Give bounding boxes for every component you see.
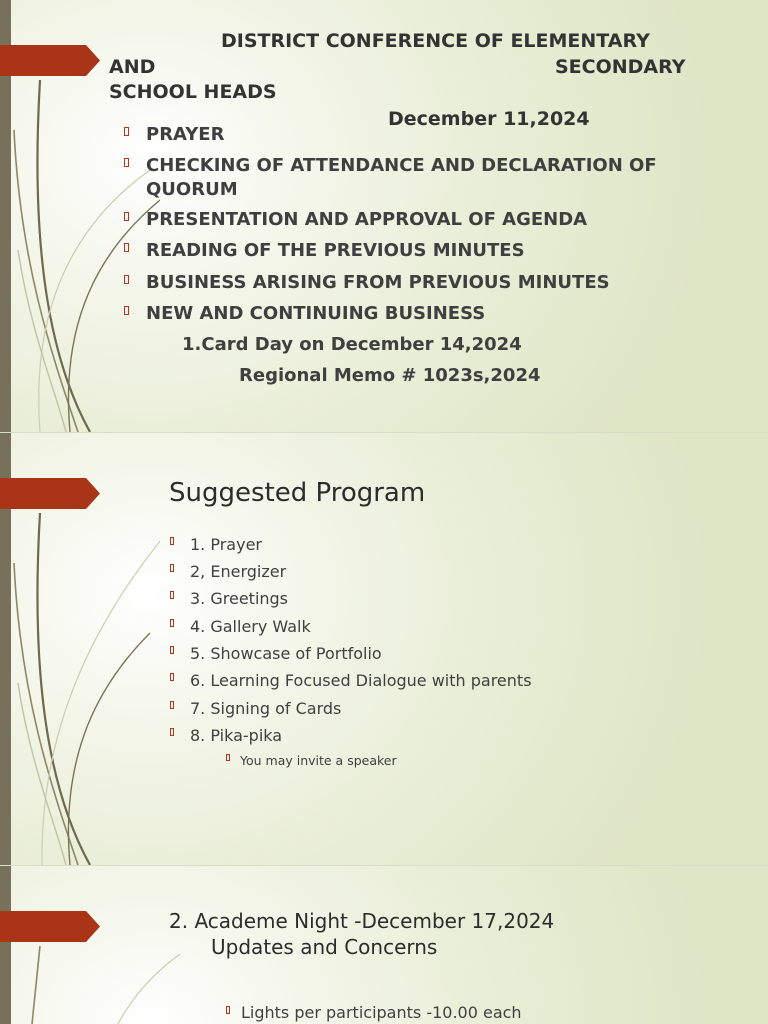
accent-tab [0,45,100,76]
bullet-icon [226,754,230,761]
decorative-curves [0,866,200,1024]
bullet-icon [170,619,174,627]
bullet-icon [170,673,174,681]
bullet-item: Lights per participants -10.00 each [241,1003,522,1022]
bullet-icon [226,1006,230,1014]
bullet-icon [170,701,174,709]
bullet-icon [124,306,129,315]
bullet-icon [124,212,129,221]
bullet-icon [124,243,129,252]
slide-title-line2: Updates and Concerns [211,935,438,959]
bullet-icon [124,275,129,284]
agenda-item: READING OF THE PREVIOUS MINUTES [146,240,525,261]
slide-title-line3: SCHOOL HEADS [109,81,277,103]
agenda-item: BUSINESS ARISING FROM PREVIOUS MINUTES [146,272,610,293]
slide-date: December 11,2024 [388,108,590,130]
program-item: 2, Energizer [190,562,287,581]
bullet-icon [170,537,174,545]
agenda-item: PRESENTATION AND APPROVAL OF AGENDA [146,209,588,230]
agenda-item-continued: QUORUM [146,179,238,200]
slide-title-secondary: SECONDARY [555,56,686,78]
program-item: 8. Pika-pika [190,726,283,745]
program-item: 3. Greetings [190,589,289,608]
agenda-item: PRAYER [146,124,225,145]
agenda-item: NEW AND CONTINUING BUSINESS [146,303,486,324]
program-item: 4. Gallery Walk [190,617,311,636]
accent-tab [0,478,100,509]
program-item: 6. Learning Focused Dialogue with parents [190,671,532,690]
accent-tab [0,911,100,942]
slide-3 [0,866,768,1024]
bullet-icon [170,728,174,736]
bullet-icon [124,158,129,167]
bullet-icon [170,591,174,599]
program-item: 5. Showcase of Portfolio [190,644,382,663]
program-item: 7. Signing of Cards [190,699,342,718]
sub-note: You may invite a speaker [240,753,397,768]
agenda-item: CHECKING OF ATTENDANCE AND DECLARATION OF [146,155,657,176]
bullet-icon [170,646,174,654]
bullet-icon [170,564,174,572]
sub-item: 1.Card Day on December 14,2024 [182,334,522,355]
slide-title: Suggested Program [169,478,426,508]
slide-title-and: AND [109,56,156,78]
program-item: 1. Prayer [190,535,262,554]
memo-line: Regional Memo # 1023s,2024 [239,365,541,386]
bullet-icon [124,127,129,136]
slide-title-line1: 2. Academe Night -December 17,2024 [169,909,555,933]
slide-1 [0,0,768,432]
slide-2 [0,433,768,865]
slide-title-line1: DISTRICT CONFERENCE OF ELEMENTARY [221,30,650,52]
